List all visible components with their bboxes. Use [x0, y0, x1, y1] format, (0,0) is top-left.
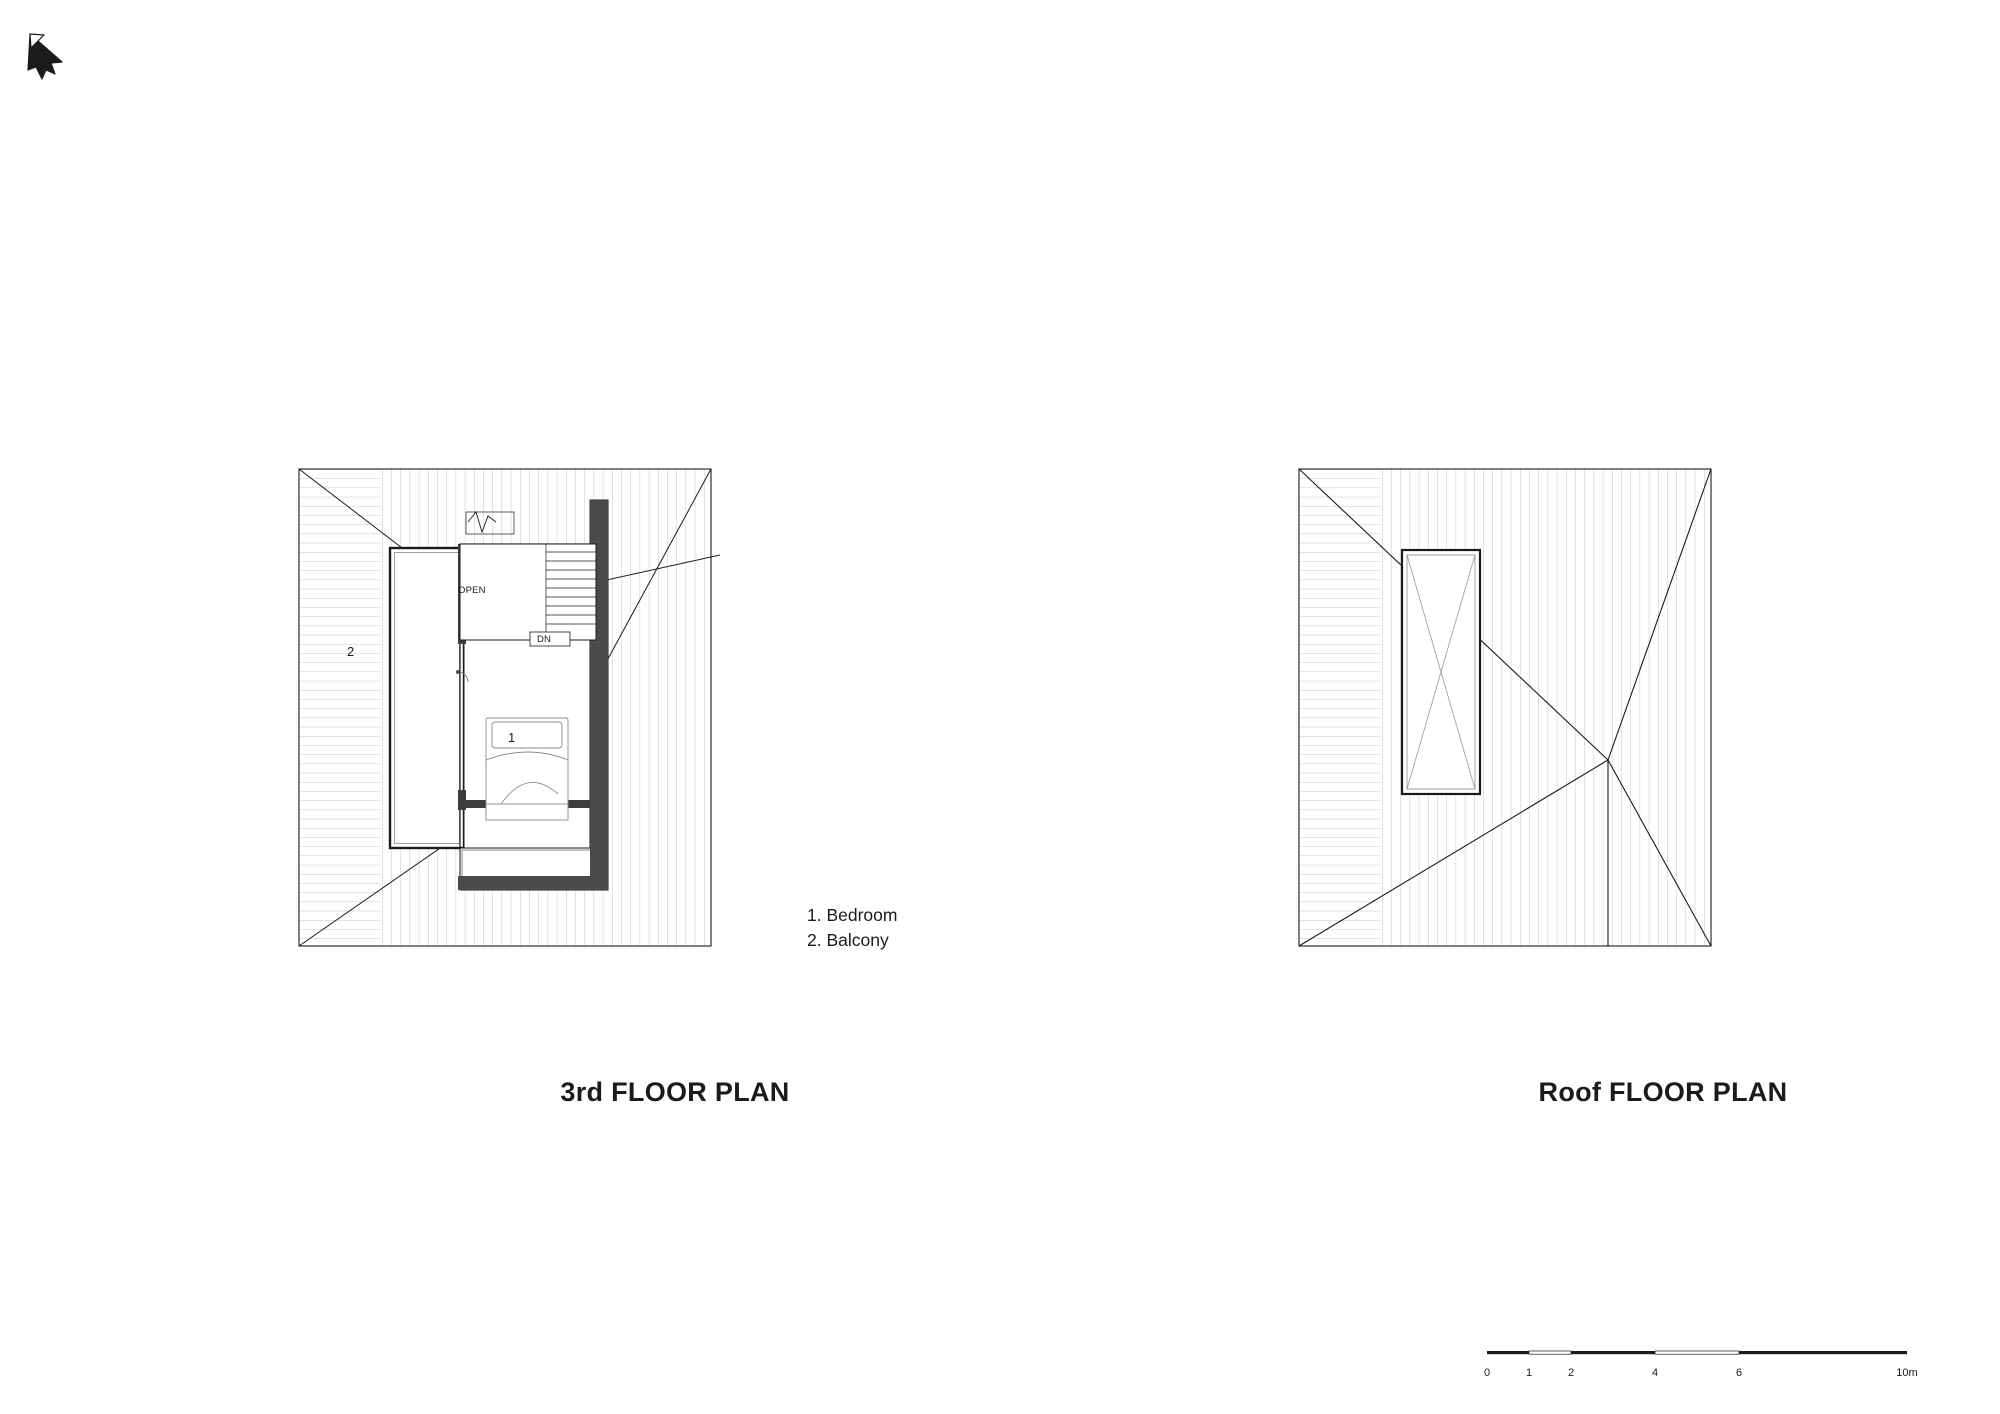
roof-floor-plan-title: Roof FLOOR PLAN	[1538, 1077, 1788, 1107]
stair-down-label: DN	[537, 634, 552, 645]
open-void-label: OPEN	[458, 585, 486, 596]
scale-bar	[1483, 1345, 1918, 1390]
scale-tick-0: 0	[1483, 1367, 1491, 1379]
north-arrow	[22, 22, 82, 82]
scale-tick-4: 4	[1651, 1367, 1659, 1379]
legend-item-balcony: 2. Balcony	[807, 930, 889, 950]
third-floor-plan-title: 3rd FLOOR PLAN	[560, 1077, 790, 1107]
scale-tick-2: 2	[1567, 1367, 1575, 1379]
scale-tick-1: 1	[1525, 1367, 1533, 1379]
room-number-2: 2	[347, 644, 355, 659]
scale-tick-6: 6	[1735, 1367, 1743, 1379]
room-legend	[807, 903, 897, 953]
legend-item-bedroom: 1. Bedroom	[807, 905, 898, 925]
roof-floor-plan-drawing	[1290, 460, 1720, 960]
scale-bar-ticks	[1483, 1367, 1918, 1387]
third-floor-plan-drawing	[290, 460, 720, 960]
scale-tick-10m: 10m	[1896, 1367, 1918, 1379]
room-number-1: 1	[508, 730, 516, 745]
